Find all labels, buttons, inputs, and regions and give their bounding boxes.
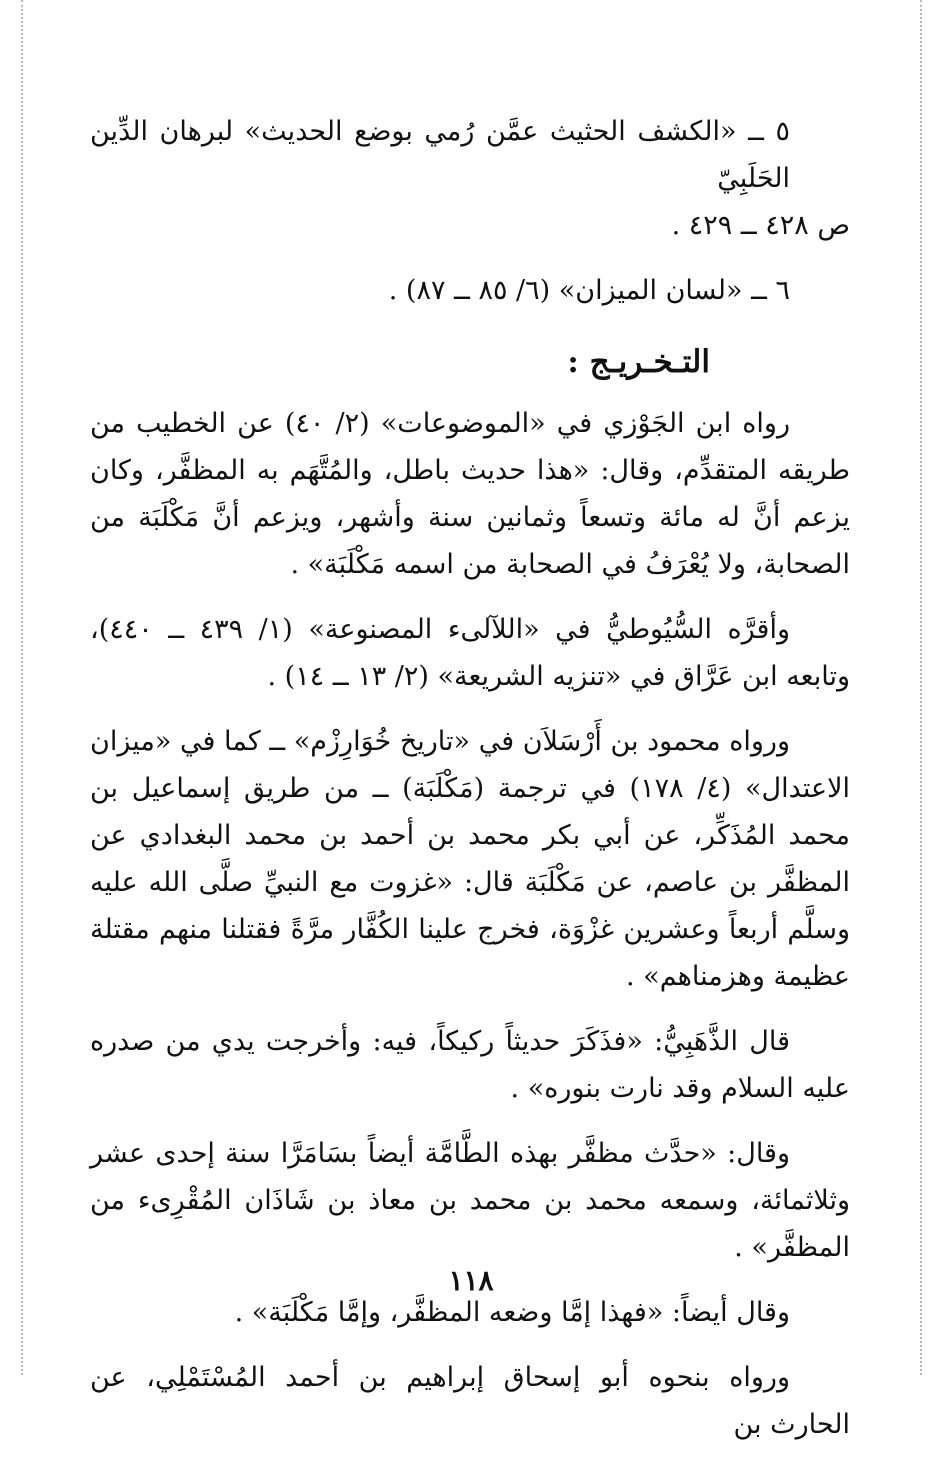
- right-margin-scan-dots: [920, 0, 922, 1375]
- paragraph-4: قال الذَّهَبِيُّ: «فذَكَرَ حديثاً ركيكاً، فيه: وأخرجت يدي من صدره عليه السلام وقد نارت بنوره» .: [90, 1026, 850, 1104]
- paragraph-7: ورواه بنحوه أبو إسحاق إبراهيم بن أحمد المُسْتَمْلِي، عن الحارث بن: [90, 1362, 850, 1440]
- paragraph-6: وقال أيضاً: «فهذا إمَّا وضعه المظفَّر، وإمَّا مَكْلَبَة» .: [234, 1297, 790, 1328]
- reference-item-6: ٦ ــ «لسان الميزان» (٦/ ٨٥ ــ ٨٧) .: [388, 275, 790, 306]
- reference-5-line2: ص ٤٢٨ ــ ٤٢٩ .: [671, 210, 850, 241]
- section-heading-takhrij: التـخـريـج :: [567, 344, 710, 380]
- reference-5-line1: ٥ ــ «الكشف الحثيث عمَّن رُمي بوضع الحديث» لبرهان الدِّين الحَلَبِيّ: [90, 116, 790, 194]
- left-margin-scan-dots: [21, 0, 23, 1375]
- paragraph-1: رواه ابن الجَوْزي في «الموضوعات» (٢/ ٤٠) عن الخطيب من طريقه المتقدِّم، وقال: «هذا حديث باطل، والمُتَّهَم به المظفَّر، وكان يزعم أنَّ له مائة وتسعاً وثمانين سنة وأشهر، ويزعم أنَّ مَكْلَبَة من الصحابة، ولا يُعْرَفُ في الصحابة من اسمه مَكْلَبَة» .: [90, 408, 850, 580]
- paragraph-5: وقال: «حدَّث مظفَّر بهذه الطَّامَّة أيضاً بسَامَرَّا سنة إحدى عشر وثلاثمائة، وسمعه محمد بن محمد بن معاذ بن شَاذَان المُقْرِىء من المظفَّر» .: [90, 1138, 850, 1263]
- page-number: ١١٨: [448, 1264, 494, 1297]
- reference-item-5: [90, 108, 850, 249]
- paragraph-2: وأقرَّه السُّيُوطيُّ في «اللآلىء المصنوعة» (١/ ٤٣٩ ــ ٤٤٠)، وتابعه ابن عَرَّاق في «تنزيه الشريعة» (٢/ ١٣ ــ ١٤) .: [90, 614, 850, 692]
- paragraph-3: ورواه محمود بن أَرْسَلاَن في «تاريخ خُوَارِزْم» ــ كما في «ميزان الاعتدال» (٤/ ١٧٨) في ترجمة (مَكْلَبَة) ــ من طريق إسماعيل بن محمد المُذَكِّر، عن أبي بكر محمد بن أحمد بن محمد البغدادي عن المظفَّر بن عاصم، عن مَكْلَبَة قال: «غزوت مع النبيِّ صلَّى الله عليه وسلَّم أربعاً وعشرين غزْوَة، فخرج علينا الكُفَّار مرَّةً فقتلنا منهم مقتلة عظيمة وهزمناهم» .: [90, 726, 850, 992]
- page-body: [90, 108, 850, 1466]
